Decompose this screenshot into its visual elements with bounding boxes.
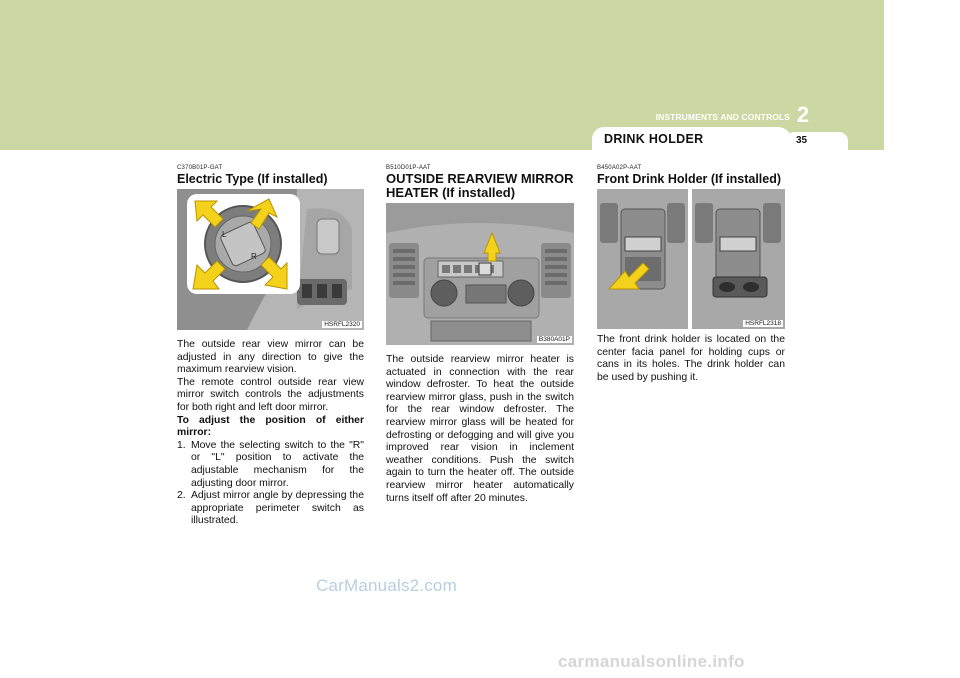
drink-holder-illustration bbox=[597, 189, 785, 329]
section-code: B510D01P-AAT bbox=[386, 165, 431, 171]
chapter-number: 2 bbox=[796, 102, 810, 127]
body-text bbox=[177, 339, 364, 528]
paragraph: The outside rear view mirror can be adjusted in any direction to give the maximum rearview vision. bbox=[177, 339, 364, 376]
list-item: 2. Adjust mirror angle by depressing the appropriate perimeter switch as illustrated. bbox=[177, 490, 364, 527]
steps-list bbox=[177, 440, 364, 528]
paragraph: The front drink holder is located on the center facia panel for holding cups or cans in its holes. The drink holder can be used by pushing it. bbox=[597, 334, 785, 383]
chapter-title: INSTRUMENTS AND CONTROLS bbox=[655, 112, 790, 122]
paragraph: The outside rearview mirror heater is actuated in connection with the rear window defroster. To heat the outside rearview mirror glass, push in the switch for the rear window defroster. The rearview mirror glass will be heated for defrosting or defogging and will give you improved rear vision in inclement weather conditions. Push the switch again to turn the heater off. The outside rearview mirror heater automatically turns itself off after 20 minutes. bbox=[386, 354, 574, 504]
column-mirror-heater bbox=[386, 165, 574, 505]
watermark-right: carmanualsonline.info bbox=[558, 652, 745, 671]
defroster-button-icon bbox=[479, 263, 491, 275]
switch-label-l: L bbox=[222, 230, 227, 239]
section-heading: Electric Type (If installed) bbox=[177, 172, 328, 186]
mirror-switch-illustration bbox=[177, 189, 364, 330]
figure-code: HSRFL2320 bbox=[324, 321, 360, 328]
column-drink-holder bbox=[597, 165, 785, 384]
column-electric-mirror bbox=[177, 165, 364, 528]
section-heading: Front Drink Holder (If installed) bbox=[597, 172, 782, 186]
page-tab bbox=[786, 132, 848, 150]
section-code: B450A02P-AAT bbox=[597, 165, 642, 171]
watermark-left: CarManuals2.com bbox=[316, 576, 457, 595]
paragraph: The remote control outside rear view mirror switch controls the adjustments for both right and left door mirror. bbox=[177, 376, 364, 413]
section-code: C370B01P-GAT bbox=[177, 165, 223, 171]
figure-code: HSRFL2318 bbox=[745, 320, 781, 327]
section-heading: OUTSIDE REARVIEW MIRROR HEATER (If installed) bbox=[386, 171, 574, 200]
figure-code: B380A01P bbox=[538, 336, 570, 343]
section-tab bbox=[592, 127, 792, 150]
defroster-switch-illustration bbox=[386, 203, 574, 345]
section-title: DRINK HOLDER bbox=[604, 132, 704, 146]
switch-label-r: R bbox=[251, 252, 257, 261]
page-number: 35 bbox=[796, 135, 808, 146]
subheading: To adjust the position of either mirror: bbox=[177, 414, 364, 439]
list-item: 1. Move the selecting switch to the "R" or "L" position to activate the adjustable mechanism for the adjusting door mirror. bbox=[177, 439, 364, 489]
